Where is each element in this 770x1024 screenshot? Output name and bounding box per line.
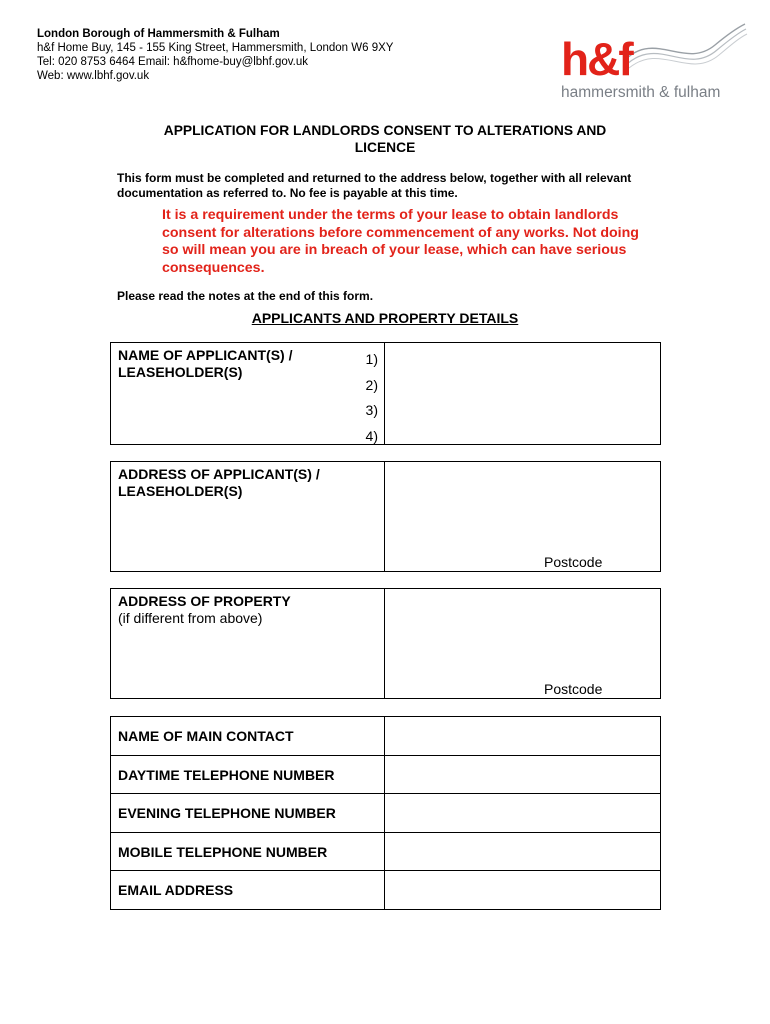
hf-logo — [555, 20, 750, 105]
daytime-phone-input[interactable] — [385, 756, 660, 794]
applicant-number-4: 4) — [365, 427, 378, 444]
applicants-box — [110, 342, 661, 445]
main-contact-label: NAME OF MAIN CONTACT — [118, 728, 294, 744]
evening-phone-label: EVENING TELEPHONE NUMBER — [118, 805, 336, 821]
warning-text: It is a requirement under the terms of your lease to obtain landlords consent for alterations before commencement of any works. Not doing so will mean you are in breach of your lease, which can have serious consequences. — [162, 207, 639, 276]
applicant-number-1: 1) — [365, 351, 378, 367]
contact-label-cell — [111, 756, 385, 794]
logo-mark: h&f — [561, 33, 632, 85]
contact-row-evening-phone — [111, 794, 660, 833]
applicant-numbers — [366, 347, 378, 449]
applicant-address-label: ADDRESS OF APPLICANT(S) / LEASEHOLDER(S) — [118, 466, 320, 499]
form-title-line2: LICENCE — [354, 140, 416, 155]
council-address: h&f Home Buy, 145 - 155 King Street, Hammersmith, London W6 9XY — [37, 42, 394, 54]
applicant-address-input-field[interactable] — [385, 462, 660, 571]
property-address-label-cell — [111, 589, 385, 698]
intro-text: This form must be completed and returned to the address below, together with all relevant documentation as referred to. No fee is payable at this time. — [117, 171, 632, 200]
contact-row-daytime-phone — [111, 756, 660, 795]
applicant-address-label-cell — [111, 462, 385, 571]
logo-name: hammersmith & fulham — [561, 84, 721, 101]
council-name: London Borough of Hammersmith & Fulham — [37, 28, 280, 40]
property-address-input-field[interactable] — [385, 589, 660, 698]
applicant-postcode-label: Postcode — [544, 554, 603, 570]
property-postcode-label: Postcode — [544, 681, 603, 697]
council-contact: Tel: 020 8753 6464 Email: h&fhome-buy@lbhf.gov.uk — [37, 56, 309, 68]
council-web: Web: www.lbhf.gov.uk — [37, 70, 150, 82]
email-input[interactable] — [385, 871, 660, 909]
contact-row-email — [111, 871, 660, 909]
property-address-sublabel: (if different from above) — [118, 610, 263, 626]
section-title: APPLICANTS AND PROPERTY DETAILS — [251, 310, 519, 326]
property-address-box — [110, 588, 661, 699]
form-title — [120, 122, 650, 156]
applicants-input-field[interactable] — [385, 343, 660, 444]
contact-label-cell — [111, 871, 385, 909]
evening-phone-input[interactable] — [385, 794, 660, 832]
contact-label-cell — [111, 794, 385, 832]
applicant-number-2: 2) — [365, 376, 378, 393]
contact-row-main-contact — [111, 717, 660, 756]
applicants-label: NAME OF APPLICANT(S) / LEASEHOLDER(S) — [118, 347, 293, 380]
email-label: EMAIL ADDRESS — [118, 882, 234, 898]
council-header — [37, 27, 393, 83]
applicant-address-box — [110, 461, 661, 572]
form-title-line1: APPLICATION FOR LANDLORDS CONSENT TO ALTERATIONS AND — [163, 123, 607, 138]
mobile-phone-input[interactable] — [385, 833, 660, 871]
contact-row-mobile-phone — [111, 833, 660, 872]
contact-label-cell — [111, 833, 385, 871]
contact-label-cell — [111, 717, 385, 755]
contact-details-box — [110, 716, 661, 910]
mobile-phone-label: MOBILE TELEPHONE NUMBER — [118, 843, 328, 860]
applicants-label-cell — [111, 343, 385, 444]
main-contact-input[interactable] — [385, 717, 660, 755]
property-address-label: ADDRESS OF PROPERTY — [118, 593, 291, 609]
applicant-number-3: 3) — [365, 402, 378, 418]
daytime-phone-label: DAYTIME TELEPHONE NUMBER — [118, 766, 335, 783]
notes-reference: Please read the notes at the end of this form. — [117, 289, 374, 303]
